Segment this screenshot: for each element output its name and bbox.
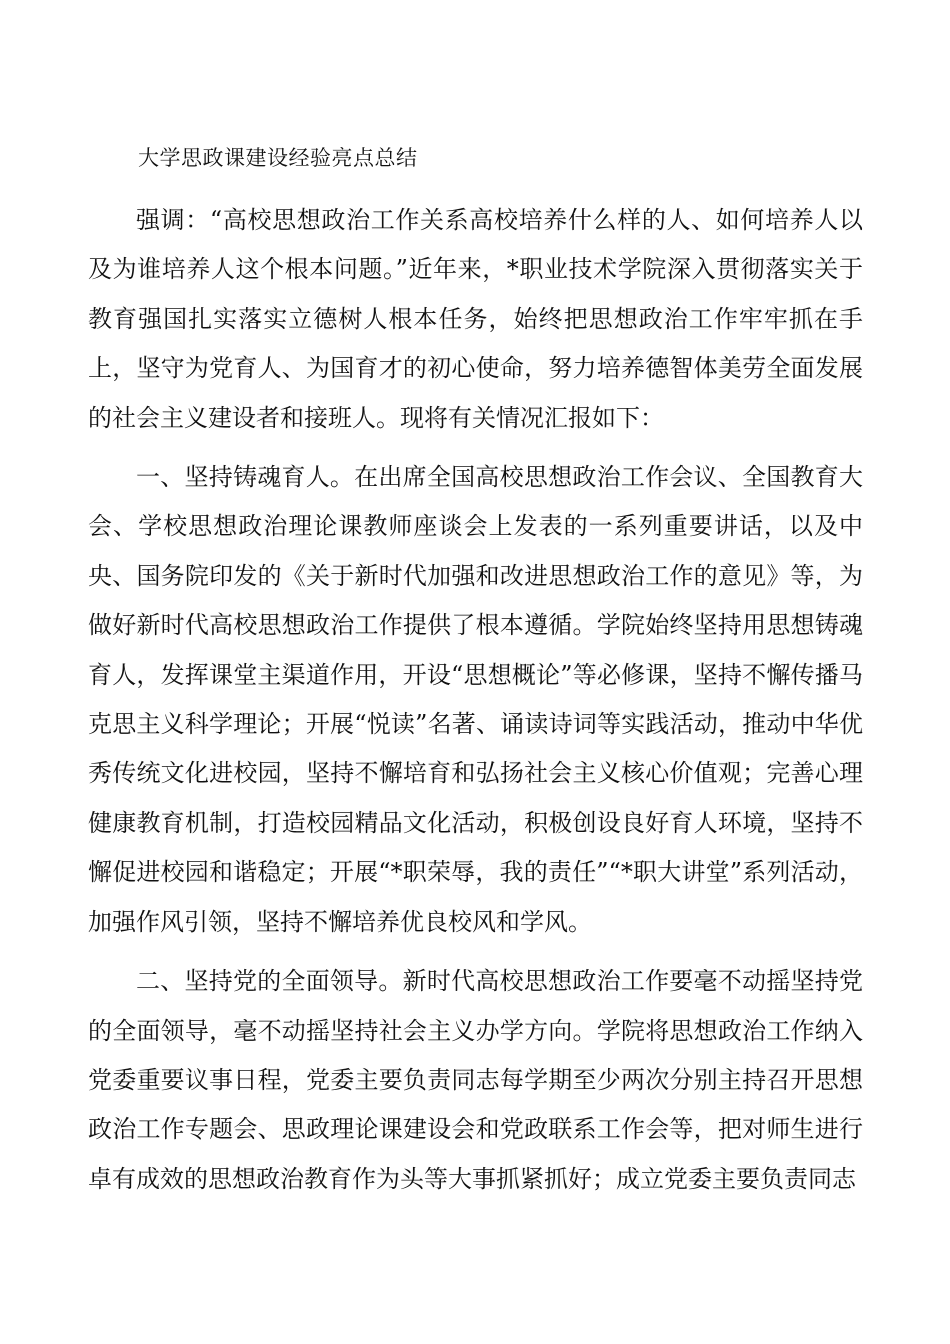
paragraph-section-1: 一、坚持铸魂育人。在出席全国高校思想政治工作会议、全国教育大会、学校思想政治理论课教师座谈会上发表的一系列重要讲话，以及中央、国务院印发的《关于新时代加强和改进思想政治工作的意见》等，为做好新时代高校思想政治工作提供了根本遵循。学院始终坚持用思想铸魂育人，发挥课堂主渠道作用，开设“思想概论”等必修课，坚持不懈传播马克思主义科学理论；开展“悦读”名著、诵读诗词等实践活动，推动中华优秀传统文化进校园，坚持不懈培育和弘扬社会主义核心价值观；完善心理健康教育机制，打造校园精品文化活动，积极创设良好育人环境，坚持不懈促进校园和谐稳定；开展“*职荣辱，我的责任”“*职大讲堂”系列活动，加强作风引领，坚持不懈培养优良校风和学风。 bbox=[88, 463, 863, 936]
document-page bbox=[88, 134, 863, 1214]
paragraph-intro: 强调：“高校思想政治工作关系高校培养什么样的人、如何培养人以及为谁培养人这个根本问题。”近年来，*职业技术学院深入贯彻落实关于教育强国扎实落实立德树人根本任务，始终把思想政治工作牢牢抓在手上，坚守为党育人、为国育才的初心使命，努力培养德智体美劳全面发展的社会主义建设者和接班人。现将有关情况汇报如下： bbox=[88, 206, 863, 432]
paragraph-section-2: 二、坚持党的全面领导。新时代高校思想政治工作要毫不动摇坚持党的全面领导，毫不动摇坚持社会主义办学方向。学院将思想政治工作纳入党委重要议事日程，党委主要负责同志每学期至少两次分别主持召开思想政治工作专题会、思政理论课建设会和党政联系工作会等，把对师生进行卓有成效的思想政治教育作为头等大事抓紧抓好；成立党委主要负责同志 bbox=[88, 967, 863, 1193]
document-title: 大学思政课建设经验亮点总结 bbox=[138, 146, 418, 170]
